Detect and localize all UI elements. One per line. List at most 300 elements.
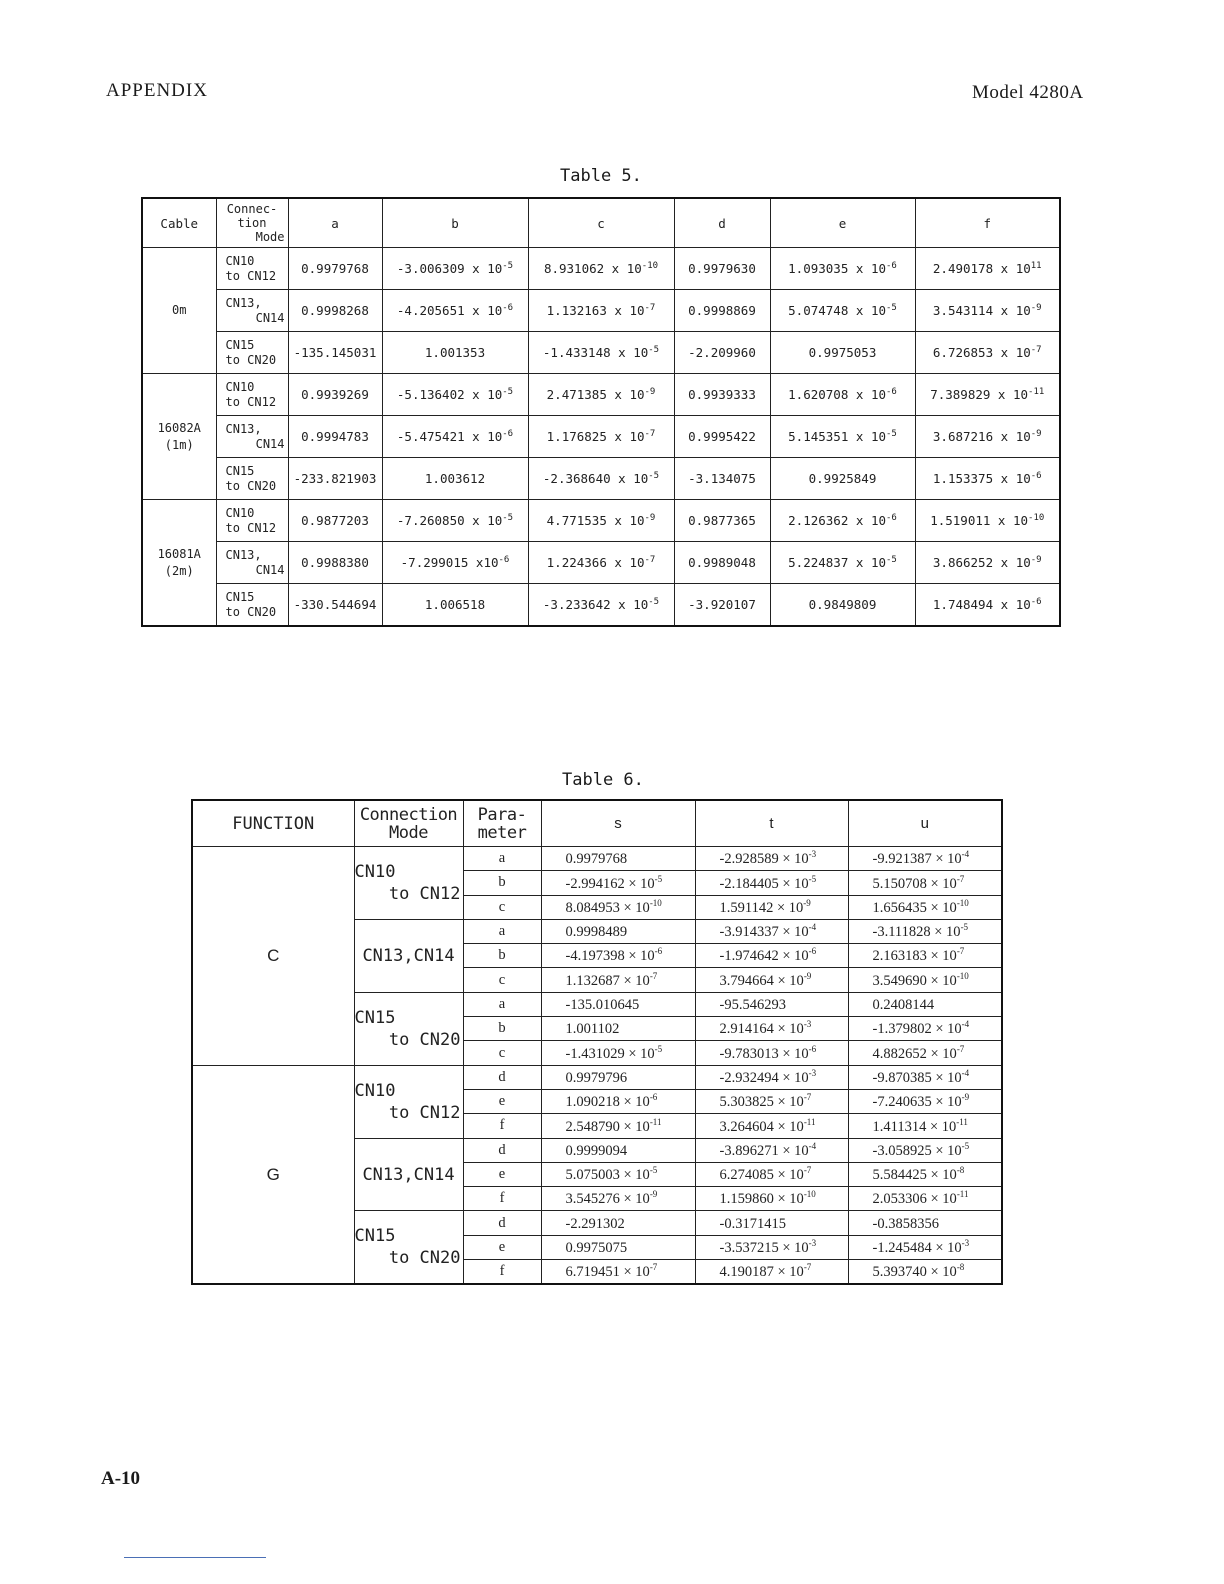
value-f-mantissa: 3.866252 x 10	[932, 555, 1031, 571]
value-s-mantissa: -2.994162 × 10	[565, 875, 655, 892]
value-d: 0.9939333	[674, 374, 770, 416]
col-header-t: t	[695, 800, 848, 847]
value-t	[695, 992, 848, 1016]
value-s-exponent: -9	[649, 1189, 658, 1200]
connection-mode-line: CN10	[354, 861, 396, 882]
connection-mode-cell	[216, 290, 288, 332]
parameter-cell: b	[463, 944, 541, 968]
header-section-label: APPENDIX	[106, 80, 208, 101]
value-d: -2.209960	[674, 332, 770, 374]
value-b	[382, 542, 528, 584]
value-u-mantissa: -1.245484 × 10	[872, 1239, 962, 1256]
parameter-cell: e	[463, 1235, 541, 1259]
value-t	[695, 1235, 848, 1259]
connection-mode-line: CN15	[225, 589, 255, 604]
value-t-exponent: -7	[803, 1092, 812, 1103]
value-u-mantissa: -3.058925 × 10	[872, 1142, 962, 1159]
connection-mode-cell	[216, 332, 288, 374]
cable-cell	[142, 500, 216, 627]
value-s-mantissa: 2.548790 × 10	[565, 1118, 650, 1135]
value-t-exponent: -5	[808, 873, 817, 884]
connection-mode-line: CN13,	[225, 421, 262, 436]
value-e-mantissa: 0.9849809	[808, 597, 877, 613]
value-c	[528, 500, 674, 542]
value-c-exponent: -7	[644, 302, 656, 313]
value-s-exponent: -11	[649, 1116, 662, 1127]
value-s	[541, 847, 695, 871]
value-t-mantissa: 1.591142 × 10	[719, 899, 804, 916]
col-header-parameter: Para- meter	[463, 800, 541, 847]
value-e-exponent: -5	[886, 302, 897, 313]
value-c-exponent: -10	[641, 260, 659, 271]
value-d: 0.9877365	[674, 500, 770, 542]
connection-mode-line: to CN12	[388, 1102, 461, 1123]
value-e-mantissa: 2.126362 x 10	[788, 513, 886, 529]
value-u-exponent: -4	[961, 1019, 970, 1030]
value-t-mantissa: -95.546293	[719, 996, 786, 1013]
value-u-exponent: -4	[961, 849, 970, 860]
value-b-mantissa: -4.205651 x 10	[396, 303, 503, 319]
page-number: A-10	[101, 1468, 141, 1489]
value-c-mantissa: 4.771535 x 10	[546, 513, 645, 529]
connection-mode-cell	[354, 992, 463, 1065]
parameter-cell: d	[463, 1138, 541, 1162]
value-u	[848, 1065, 1002, 1089]
value-s	[541, 1114, 695, 1138]
value-b	[382, 500, 528, 542]
value-b	[382, 458, 528, 500]
value-t-exponent: -3	[808, 1237, 817, 1248]
value-c-exponent: -7	[644, 428, 656, 439]
connection-mode-cell	[216, 458, 288, 500]
value-u-exponent: -10	[956, 970, 969, 981]
value-f-exponent: -11	[1028, 386, 1045, 397]
value-u	[848, 847, 1002, 871]
value-u-exponent: -8	[956, 1165, 965, 1176]
col-header-f: f	[915, 198, 1060, 248]
value-a: 0.9877203	[288, 500, 382, 542]
value-u	[848, 919, 1002, 943]
table6-header-row	[192, 800, 1002, 847]
value-t-exponent: -10	[803, 1189, 816, 1200]
value-t-exponent: -3	[803, 1019, 812, 1030]
value-t-exponent: -6	[808, 946, 817, 957]
parameter-cell: b	[463, 1017, 541, 1041]
connection-mode-line: CN10	[225, 505, 255, 520]
col-header-d: d	[674, 198, 770, 248]
value-s-mantissa: 0.9999094	[565, 1142, 628, 1159]
value-u	[848, 968, 1002, 992]
value-u	[848, 1162, 1002, 1186]
value-u-exponent: -7	[956, 1043, 965, 1054]
connection-mode-line: CN13,	[225, 547, 262, 562]
value-u-exponent: -11	[956, 1189, 969, 1200]
parameter-cell: a	[463, 847, 541, 871]
value-d: -3.920107	[674, 584, 770, 627]
value-u-mantissa: -7.240635 × 10	[872, 1094, 962, 1111]
value-u-exponent: -10	[956, 897, 969, 908]
value-u-exponent: -5	[961, 1140, 970, 1151]
value-d: 0.9979630	[674, 248, 770, 290]
value-e	[770, 458, 915, 500]
value-f-exponent: -10	[1028, 512, 1045, 523]
value-c	[528, 290, 674, 332]
value-u-mantissa: -0.3858356	[872, 1215, 939, 1232]
parameter-cell: a	[463, 919, 541, 943]
value-t-mantissa: -1.974642 × 10	[719, 948, 809, 965]
connection-mode-line: CN15	[354, 1226, 396, 1247]
value-e	[770, 584, 915, 627]
value-t-mantissa: 3.264604 × 10	[719, 1118, 804, 1135]
value-s	[541, 944, 695, 968]
value-b-mantissa: -5.136402 x 10	[396, 387, 503, 403]
parameter-cell: c	[463, 968, 541, 992]
value-u-exponent: -5	[960, 922, 969, 933]
function-cell: C	[192, 847, 354, 1066]
value-e-mantissa: 1.620708 x 10	[788, 387, 886, 403]
value-u	[848, 895, 1002, 919]
value-e-exponent: -6	[886, 386, 897, 397]
value-s	[541, 919, 695, 943]
footer-rule	[124, 1557, 266, 1558]
value-t-mantissa: 4.190187 × 10	[719, 1264, 804, 1281]
value-c-mantissa: 2.471385 x 10	[546, 387, 645, 403]
value-s	[541, 1162, 695, 1186]
value-s	[541, 1089, 695, 1113]
col-header-connection-mode: Connec- tion Mode	[216, 198, 288, 248]
value-u-mantissa: 1.656435 × 10	[872, 899, 957, 916]
value-c-mantissa: -1.433148 x 10	[542, 345, 649, 361]
value-b-exponent: -6	[502, 428, 514, 439]
value-a: 0.9939269	[288, 374, 382, 416]
value-a: -330.544694	[288, 584, 382, 627]
connection-mode-cell	[354, 1211, 463, 1284]
connection-mode-line: to CN20	[225, 352, 277, 367]
connection-mode-line: CN13,CN14	[362, 945, 455, 966]
value-c-exponent: -7	[644, 554, 656, 565]
value-u	[848, 1114, 1002, 1138]
value-s-mantissa: -1.431029 × 10	[565, 1045, 655, 1062]
value-u-mantissa: -9.870385 × 10	[872, 1069, 962, 1086]
parameter-cell: e	[463, 1089, 541, 1113]
value-t	[695, 871, 848, 895]
value-t-exponent: -4	[808, 922, 817, 933]
col-header-connection-mode: Connection Mode	[354, 800, 463, 847]
cable-cell	[142, 248, 216, 374]
value-c-mantissa: 8.931062 x 10	[543, 261, 642, 277]
table5	[141, 197, 1061, 627]
value-t-exponent: -7	[803, 1262, 812, 1273]
parameter-cell: e	[463, 1162, 541, 1186]
connection-mode-cell	[354, 919, 463, 992]
value-f	[915, 542, 1060, 584]
connection-mode-line: to CN12	[388, 883, 461, 904]
col-header-function: FUNCTION	[192, 800, 354, 847]
value-c-exponent: -5	[648, 470, 660, 481]
value-e	[770, 290, 915, 332]
value-s	[541, 968, 695, 992]
value-s-mantissa: -4.197398 × 10	[565, 948, 655, 965]
table5-header-row	[142, 198, 1060, 248]
table5-caption: Table 5.	[560, 166, 642, 186]
table5-row	[142, 458, 1060, 500]
value-e-mantissa: 1.093035 x 10	[788, 261, 886, 277]
value-c-mantissa: 1.224366 x 10	[546, 555, 645, 571]
value-e	[770, 332, 915, 374]
value-f	[915, 290, 1060, 332]
value-e	[770, 416, 915, 458]
connection-mode-cell	[216, 248, 288, 290]
parameter-cell: f	[463, 1260, 541, 1285]
connection-mode-line: to CN20	[225, 604, 277, 619]
value-s	[541, 1211, 695, 1235]
value-u-exponent: -11	[956, 1116, 968, 1127]
value-e	[770, 500, 915, 542]
parameter-cell: c	[463, 895, 541, 919]
value-b-exponent: -5	[502, 386, 514, 397]
value-b-mantissa: -5.475421 x 10	[396, 429, 503, 445]
parameter-cell: c	[463, 1041, 541, 1065]
value-t	[695, 1260, 848, 1285]
value-f-exponent: -9	[1030, 554, 1042, 565]
value-f-mantissa: 3.543114 x 10	[932, 303, 1031, 319]
value-b	[382, 416, 528, 458]
value-f-mantissa: 3.687216 x 10	[932, 429, 1031, 445]
value-t-mantissa: -2.928589 × 10	[719, 851, 809, 868]
table6-row	[192, 1065, 1002, 1089]
header-model-label: Model 4280A	[972, 82, 1084, 103]
value-f-mantissa: 1.748494 x 10	[932, 597, 1031, 613]
value-e	[770, 374, 915, 416]
value-c-exponent: -9	[644, 386, 656, 397]
value-s	[541, 1260, 695, 1285]
value-t	[695, 944, 848, 968]
value-e-mantissa: 0.9925849	[808, 471, 877, 487]
value-b	[382, 290, 528, 332]
value-u-exponent: -7	[956, 873, 965, 884]
value-u-mantissa: 2.053306 × 10	[872, 1191, 957, 1208]
connection-mode-line: CN15	[354, 1007, 396, 1028]
value-c	[528, 416, 674, 458]
value-f	[915, 248, 1060, 290]
value-t-mantissa: 1.159860 × 10	[719, 1191, 804, 1208]
value-s-mantissa: 6.719451 × 10	[565, 1264, 650, 1281]
value-t-exponent: -3	[808, 849, 817, 860]
col-header-u: u	[848, 800, 1002, 847]
value-c	[528, 458, 674, 500]
value-u	[848, 1260, 1002, 1285]
parameter-cell: f	[463, 1187, 541, 1211]
value-s-mantissa: 5.075003 × 10	[565, 1166, 650, 1183]
value-s-exponent: -10	[649, 897, 662, 908]
value-s-mantissa: 0.9979768	[565, 851, 628, 868]
value-t	[695, 895, 848, 919]
connection-mode-line: CN15	[225, 337, 255, 352]
value-u	[848, 1211, 1002, 1235]
cable-label-line: (1m)	[164, 437, 194, 452]
value-d: 0.9995422	[674, 416, 770, 458]
col-header-c: c	[528, 198, 674, 248]
value-u-mantissa: 5.393740 × 10	[872, 1264, 957, 1281]
value-f-exponent: -6	[1030, 470, 1042, 481]
value-c-exponent: -9	[644, 512, 656, 523]
value-f-exponent: -7	[1030, 344, 1042, 355]
value-e-mantissa: 5.074748 x 10	[788, 303, 886, 319]
connection-mode-line: to CN20	[225, 478, 277, 493]
value-t-mantissa: -9.783013 × 10	[719, 1045, 809, 1062]
value-b-exponent: -6	[498, 554, 510, 565]
value-f-mantissa: 1.153375 x 10	[932, 471, 1031, 487]
value-s-mantissa: -135.010645	[565, 996, 640, 1013]
value-t	[695, 1017, 848, 1041]
value-t-exponent: -9	[803, 970, 812, 981]
cable-label-line: 16082A	[157, 420, 201, 435]
connection-mode-cell	[354, 847, 463, 920]
value-f-exponent: 11	[1030, 260, 1042, 271]
col-header-a: a	[288, 198, 382, 248]
connection-mode-line: CN14	[255, 310, 285, 325]
table5-row	[142, 332, 1060, 374]
value-c	[528, 332, 674, 374]
value-u-exponent: -7	[956, 946, 965, 957]
connection-mode-line: to CN20	[388, 1248, 461, 1269]
table6-row	[192, 847, 1002, 871]
value-u	[848, 944, 1002, 968]
function-cell: G	[192, 1065, 354, 1284]
col-header-e: e	[770, 198, 915, 248]
value-t	[695, 919, 848, 943]
value-u	[848, 1017, 1002, 1041]
value-u-mantissa: -9.921387 × 10	[872, 851, 962, 868]
parameter-cell: b	[463, 871, 541, 895]
value-b	[382, 332, 528, 374]
value-s	[541, 1235, 695, 1259]
value-u	[848, 1187, 1002, 1211]
value-e-exponent: -5	[886, 554, 897, 565]
value-s-mantissa: 8.084953 × 10	[565, 899, 650, 916]
value-b-exponent: -5	[502, 260, 514, 271]
value-f	[915, 332, 1060, 374]
value-c	[528, 248, 674, 290]
value-t	[695, 968, 848, 992]
col-header-b: b	[382, 198, 528, 248]
value-f	[915, 458, 1060, 500]
value-t-mantissa: -2.932494 × 10	[719, 1069, 809, 1086]
table5-row	[142, 374, 1060, 416]
value-s-exponent: -6	[649, 1092, 658, 1103]
value-u	[848, 992, 1002, 1016]
value-t-exponent: -6	[808, 1043, 817, 1054]
value-e-exponent: -6	[886, 512, 897, 523]
value-u	[848, 1235, 1002, 1259]
value-b-mantissa: 1.001353	[424, 345, 486, 361]
value-s	[541, 871, 695, 895]
value-e	[770, 542, 915, 584]
value-t	[695, 1041, 848, 1065]
table5-row	[142, 248, 1060, 290]
value-c	[528, 584, 674, 627]
value-u-mantissa: 5.150708 × 10	[872, 875, 957, 892]
value-s	[541, 1017, 695, 1041]
value-s-mantissa: 1.132687 × 10	[565, 972, 650, 989]
value-c-mantissa: -2.368640 x 10	[542, 471, 649, 487]
connection-mode-line: CN15	[225, 463, 255, 478]
value-f	[915, 584, 1060, 627]
value-u	[848, 1089, 1002, 1113]
value-b-mantissa: -3.006309 x 10	[396, 261, 503, 277]
value-t	[695, 1065, 848, 1089]
value-c-mantissa: -3.233642 x 10	[542, 597, 649, 613]
value-t-mantissa: -2.184405 × 10	[719, 875, 809, 892]
parameter-cell: a	[463, 992, 541, 1016]
value-t	[695, 1162, 848, 1186]
value-s-exponent: -5	[649, 1165, 658, 1176]
value-f	[915, 374, 1060, 416]
parameter-cell: d	[463, 1211, 541, 1235]
cable-label-line: (2m)	[164, 563, 194, 578]
connection-mode-cell	[354, 1065, 463, 1138]
value-u	[848, 1138, 1002, 1162]
connection-mode-line: CN10	[225, 253, 255, 268]
table5-row	[142, 542, 1060, 584]
value-f-exponent: -6	[1030, 596, 1042, 607]
value-b-exponent: -6	[502, 302, 514, 313]
value-c-mantissa: 1.132163 x 10	[546, 303, 645, 319]
value-b	[382, 248, 528, 290]
value-f-mantissa: 2.490178 x 10	[932, 261, 1031, 277]
value-t	[695, 1138, 848, 1162]
value-f-mantissa: 6.726853 x 10	[932, 345, 1031, 361]
value-f-exponent: -9	[1030, 428, 1042, 439]
connection-mode-cell	[216, 584, 288, 627]
value-b-mantissa: 1.003612	[424, 471, 486, 487]
connection-mode-cell	[216, 374, 288, 416]
cable-label-line: 16081A	[157, 546, 201, 561]
value-u	[848, 1041, 1002, 1065]
table6-caption: Table 6.	[562, 770, 644, 790]
connection-mode-line: CN14	[255, 436, 285, 451]
cable-cell	[142, 374, 216, 500]
value-e-exponent: -5	[886, 428, 897, 439]
col-header-s: s	[541, 800, 695, 847]
value-c-exponent: -5	[648, 344, 660, 355]
value-u-exponent: -3	[961, 1237, 970, 1248]
value-c-mantissa: 1.176825 x 10	[546, 429, 645, 445]
value-b	[382, 584, 528, 627]
value-t-exponent: -3	[808, 1067, 817, 1078]
connection-mode-line: CN13,	[225, 295, 262, 310]
value-a: 0.9988380	[288, 542, 382, 584]
value-u-mantissa: 3.549690 × 10	[872, 972, 957, 989]
value-s	[541, 895, 695, 919]
value-f-exponent: -9	[1030, 302, 1042, 313]
value-e	[770, 248, 915, 290]
value-f-mantissa: 7.389829 x 10	[930, 387, 1029, 403]
value-c-exponent: -5	[648, 596, 660, 607]
value-s-mantissa: 0.9998489	[565, 923, 628, 940]
value-a: 0.9979768	[288, 248, 382, 290]
value-t-mantissa: -3.537215 × 10	[719, 1239, 809, 1256]
value-s-mantissa: 3.545276 × 10	[565, 1191, 650, 1208]
value-a: -233.821903	[288, 458, 382, 500]
value-e-mantissa: 0.9975053	[808, 345, 877, 361]
value-t-mantissa: -3.914337 × 10	[719, 923, 809, 940]
value-u-mantissa: 0.2408144	[872, 996, 935, 1013]
value-s	[541, 1041, 695, 1065]
connection-mode-cell	[216, 416, 288, 458]
connection-mode-line: CN13,CN14	[362, 1164, 455, 1185]
value-t	[695, 1187, 848, 1211]
